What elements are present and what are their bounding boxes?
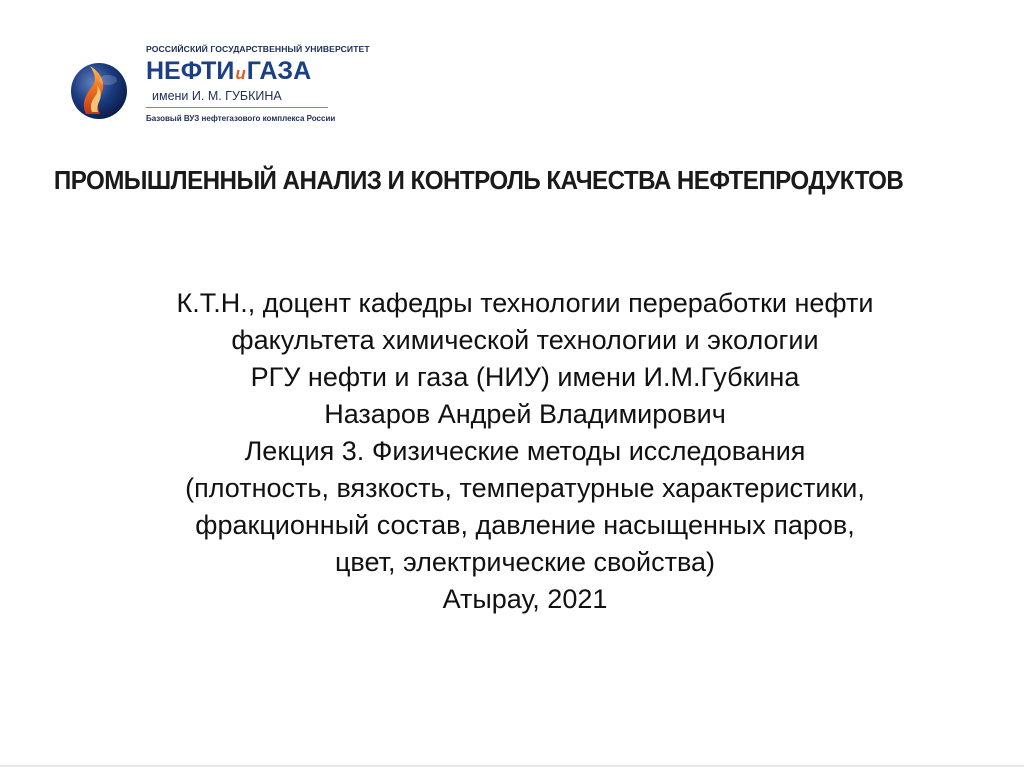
faculty-line: факультета химической технологии и экологии bbox=[231, 325, 819, 355]
logo-university-line: РОССИЙСКИЙ ГОСУДАРСТВЕННЫЙ УНИВЕРСИТЕТ bbox=[146, 44, 370, 54]
logo-name-part2: ГАЗА bbox=[246, 57, 312, 85]
university-logo bbox=[66, 40, 370, 140]
logo-tagline: Базовый ВУЗ нефтегазового комплекса России bbox=[146, 114, 336, 123]
author-degree-line: К.Т.Н., доцент кафедры технологии переработки нефти bbox=[176, 288, 874, 318]
logo-name-part1: НЕФТИ bbox=[146, 57, 235, 85]
university-line: РГУ нефти и газа (НИУ) имени И.М.Губкина bbox=[250, 362, 800, 392]
lecture-title-line: Лекция 3. Физические методы исследования bbox=[244, 436, 806, 466]
logo-divider bbox=[146, 107, 328, 108]
logo-name bbox=[146, 56, 356, 89]
lecture-topics-line-1: (плотность, вязкость, температурные характеристики, bbox=[185, 473, 865, 503]
logo-text bbox=[146, 44, 370, 123]
slide-heading: ПРОМЫШЛЕННЫЙ АНАЛИЗ И КОНТРОЛЬ КАЧЕСТВА НЕФТЕПРОДУКТОВ bbox=[53, 165, 904, 195]
logo-name-conjunction: и bbox=[235, 64, 246, 83]
flame-emblem-icon bbox=[66, 58, 130, 122]
slide-body bbox=[60, 285, 990, 618]
author-name-line: Назаров Андрей Владимирович bbox=[324, 399, 726, 429]
logo-named-after: имени И. М. ГУБКИНА bbox=[152, 89, 282, 103]
place-date-line: Атырау, 2021 bbox=[442, 584, 608, 614]
lecture-topics-line-2: фракционный состав, давление насыщенных паров, bbox=[195, 510, 855, 540]
lecture-topics-line-3: цвет, электрические свойства) bbox=[334, 547, 716, 577]
